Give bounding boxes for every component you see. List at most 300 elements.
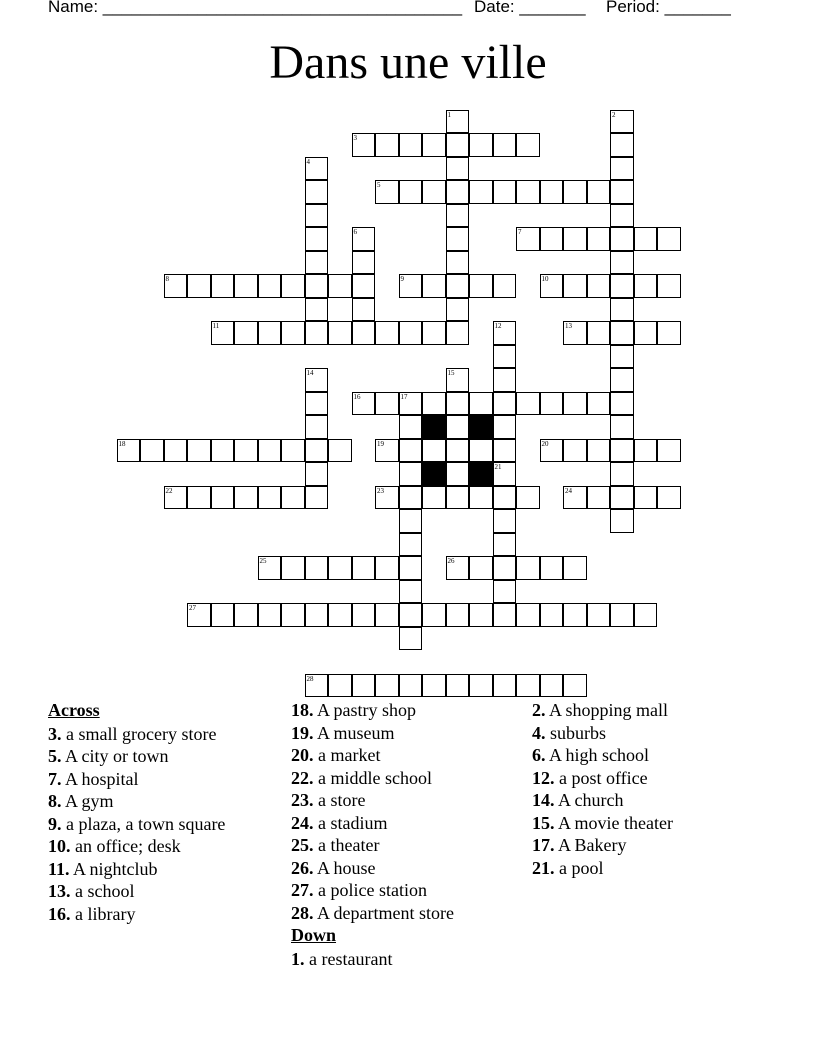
grid-number: 13 bbox=[565, 322, 572, 330]
clue-text: A pastry shop bbox=[317, 700, 417, 720]
grid-cell[interactable] bbox=[399, 321, 423, 345]
grid-cell[interactable] bbox=[446, 180, 470, 204]
grid-cell[interactable] bbox=[399, 133, 423, 157]
grid-cell[interactable] bbox=[587, 227, 611, 251]
clue-column-3 bbox=[532, 700, 762, 880]
clue-across-4 bbox=[48, 814, 278, 835]
grid-cell[interactable] bbox=[446, 462, 470, 486]
clue-text: A hospital bbox=[65, 768, 139, 789]
grid-cell[interactable] bbox=[328, 439, 352, 463]
grid-cell[interactable] bbox=[516, 556, 540, 580]
grid-cell[interactable] bbox=[587, 603, 611, 627]
grid-cell[interactable] bbox=[375, 674, 399, 698]
clue-number: 18. bbox=[291, 700, 314, 720]
grid-number: 14 bbox=[306, 369, 314, 377]
grid-cell[interactable] bbox=[234, 439, 258, 463]
clue-across-12 bbox=[291, 768, 521, 789]
grid-number: 16 bbox=[353, 392, 361, 401]
grid-number: 9 bbox=[400, 275, 404, 283]
grid-cell[interactable] bbox=[258, 274, 282, 298]
grid-cell[interactable] bbox=[446, 392, 470, 416]
clue-down-8 bbox=[532, 858, 762, 879]
clue-number: 14. bbox=[532, 790, 555, 810]
grid-number: 1 bbox=[447, 110, 451, 119]
grid-cell[interactable] bbox=[634, 321, 658, 345]
grid-cell[interactable] bbox=[610, 298, 634, 322]
clue-number: 3. bbox=[48, 723, 62, 744]
grid-cell[interactable] bbox=[540, 674, 564, 698]
grid-cell[interactable] bbox=[234, 486, 258, 510]
grid-cell[interactable] bbox=[610, 204, 634, 228]
grid-cell[interactable] bbox=[422, 180, 446, 204]
grid-cell[interactable] bbox=[375, 556, 399, 580]
clue-down-3 bbox=[532, 745, 762, 766]
clue-text: a school bbox=[75, 881, 135, 901]
clue-text: a middle school bbox=[318, 767, 432, 788]
black-square bbox=[422, 415, 446, 439]
grid-number: 10 bbox=[541, 275, 549, 283]
grid-cell[interactable] bbox=[375, 133, 399, 157]
grid-cell[interactable] bbox=[305, 251, 329, 275]
grid-cell[interactable] bbox=[352, 251, 376, 275]
grid-cell[interactable] bbox=[187, 274, 211, 298]
grid-cell[interactable] bbox=[305, 298, 329, 322]
clue-text: a post office bbox=[559, 767, 648, 788]
clue-across-16 bbox=[291, 858, 521, 879]
grid-cell[interactable] bbox=[352, 298, 376, 322]
grid-cell[interactable] bbox=[258, 486, 282, 510]
grid-cell[interactable] bbox=[493, 415, 517, 439]
grid-cell[interactable] bbox=[399, 509, 423, 533]
clue-text: a police station bbox=[318, 880, 427, 900]
grid-cell[interactable] bbox=[469, 392, 493, 416]
grid-cell[interactable] bbox=[469, 133, 493, 157]
grid-number: 19 bbox=[377, 439, 384, 448]
grid-cell[interactable] bbox=[446, 415, 470, 439]
clue-number: 27. bbox=[291, 880, 314, 900]
clue-across-1 bbox=[48, 746, 278, 767]
grid-cell[interactable] bbox=[422, 603, 446, 627]
grid-cell[interactable] bbox=[399, 486, 423, 510]
clue-text: A Bakery bbox=[558, 835, 627, 855]
grid-cell[interactable] bbox=[164, 439, 188, 463]
grid-cell[interactable] bbox=[328, 274, 352, 298]
grid-cell[interactable] bbox=[516, 180, 540, 204]
grid-cell[interactable] bbox=[634, 486, 658, 510]
clue-number: 16. bbox=[48, 903, 71, 924]
grid-cell[interactable] bbox=[516, 392, 540, 416]
grid-cell[interactable] bbox=[399, 180, 423, 204]
black-square bbox=[469, 462, 493, 486]
grid-cell[interactable] bbox=[422, 674, 446, 698]
grid-cell[interactable] bbox=[375, 392, 399, 416]
grid-cell[interactable] bbox=[587, 274, 611, 298]
clue-across-13 bbox=[291, 790, 521, 811]
grid-cell[interactable] bbox=[446, 133, 470, 157]
clue-across-17 bbox=[291, 880, 521, 901]
grid-number: 2 bbox=[612, 110, 616, 119]
clue-down-7 bbox=[532, 835, 762, 856]
grid-cell[interactable] bbox=[446, 227, 470, 251]
grid-cell[interactable] bbox=[469, 180, 493, 204]
grid-cell[interactable] bbox=[352, 674, 376, 698]
grid-cell[interactable] bbox=[305, 603, 329, 627]
clue-number: 26. bbox=[291, 857, 314, 878]
grid-number: 17 bbox=[400, 392, 408, 401]
grid-cell[interactable] bbox=[352, 556, 376, 580]
clue-text: a plaza, a town square bbox=[66, 813, 226, 834]
clue-across-0 bbox=[48, 724, 278, 745]
clue-number: 23. bbox=[291, 790, 314, 810]
clue-number: 22. bbox=[291, 767, 314, 788]
grid-cell[interactable] bbox=[493, 556, 517, 580]
clue-number: 2. bbox=[532, 700, 546, 720]
grid-cell[interactable] bbox=[540, 603, 564, 627]
grid-cell[interactable] bbox=[234, 321, 258, 345]
grid-number: 6 bbox=[353, 228, 357, 236]
grid-cell[interactable] bbox=[375, 321, 399, 345]
grid-cell[interactable] bbox=[563, 180, 587, 204]
grid-cell[interactable] bbox=[234, 274, 258, 298]
black-square bbox=[469, 415, 493, 439]
grid-cell[interactable] bbox=[258, 439, 282, 463]
clue-text: a stadium bbox=[318, 812, 388, 833]
grid-cell[interactable] bbox=[399, 674, 423, 698]
clue-across-10 bbox=[291, 723, 521, 744]
clue-text: A shopping mall bbox=[549, 700, 669, 720]
grid-cell[interactable] bbox=[328, 603, 352, 627]
grid-cell[interactable] bbox=[211, 486, 235, 510]
grid-cell[interactable] bbox=[493, 439, 517, 463]
grid-cell[interactable] bbox=[610, 368, 634, 392]
clue-number: 8. bbox=[48, 791, 62, 811]
clue-text: A church bbox=[558, 790, 624, 810]
clue-down-6 bbox=[532, 813, 762, 834]
grid-cell[interactable] bbox=[610, 180, 634, 204]
grid-number: 23 bbox=[377, 486, 384, 495]
grid-cell[interactable] bbox=[540, 392, 564, 416]
clue-number: 28. bbox=[291, 902, 314, 923]
clue-text: A city or town bbox=[65, 746, 169, 766]
black-square bbox=[422, 462, 446, 486]
clue-number: 13. bbox=[48, 881, 71, 901]
clue-column-2 bbox=[291, 700, 521, 971]
grid-number: 12 bbox=[494, 322, 502, 330]
grid-cell[interactable] bbox=[657, 486, 681, 510]
grid-cell[interactable] bbox=[399, 533, 423, 557]
clue-down-4 bbox=[532, 768, 762, 789]
clue-number: 12. bbox=[532, 767, 555, 788]
grid-cell[interactable] bbox=[610, 439, 634, 463]
grid-cell[interactable] bbox=[493, 345, 517, 369]
clue-text: a restaurant bbox=[309, 948, 393, 969]
grid-cell[interactable] bbox=[352, 321, 376, 345]
grid-cell[interactable] bbox=[540, 227, 564, 251]
grid-cell[interactable] bbox=[399, 556, 423, 580]
grid-cell[interactable] bbox=[352, 603, 376, 627]
clue-text: A high school bbox=[549, 745, 650, 765]
grid-cell[interactable] bbox=[422, 392, 446, 416]
clue-text: A movie theater bbox=[558, 812, 673, 833]
grid-cell[interactable] bbox=[516, 486, 540, 510]
grid-cell[interactable] bbox=[634, 227, 658, 251]
clue-number: 11. bbox=[48, 858, 70, 879]
grid-cell[interactable] bbox=[140, 439, 164, 463]
grid-cell[interactable] bbox=[469, 486, 493, 510]
grid-cell[interactable] bbox=[187, 439, 211, 463]
grid-cell[interactable] bbox=[493, 580, 517, 604]
grid-cell[interactable] bbox=[281, 486, 305, 510]
clue-down-5 bbox=[532, 790, 762, 811]
clue-down-0 bbox=[291, 949, 521, 970]
grid-cell[interactable] bbox=[211, 603, 235, 627]
clue-text: A museum bbox=[317, 722, 395, 743]
clue-number: 6. bbox=[532, 745, 546, 765]
grid-cell[interactable] bbox=[540, 556, 564, 580]
grid-cell[interactable] bbox=[493, 533, 517, 557]
grid-cell[interactable] bbox=[634, 603, 658, 627]
clue-across-11 bbox=[291, 745, 521, 766]
clue-text: A department store bbox=[317, 902, 454, 923]
grid-cell[interactable] bbox=[187, 486, 211, 510]
grid-cell[interactable] bbox=[305, 274, 329, 298]
grid-cell[interactable] bbox=[211, 439, 235, 463]
clue-text: a library bbox=[75, 903, 136, 924]
grid-cell[interactable] bbox=[587, 321, 611, 345]
grid-cell[interactable] bbox=[422, 486, 446, 510]
grid-cell[interactable] bbox=[305, 321, 329, 345]
grid-number: 3 bbox=[353, 134, 357, 142]
clue-text: suburbs bbox=[550, 722, 607, 743]
grid-number: 25 bbox=[259, 557, 267, 565]
clue-text: a pool bbox=[559, 857, 604, 878]
grid-cell[interactable] bbox=[610, 509, 634, 533]
grid-cell[interactable] bbox=[469, 439, 493, 463]
grid-cell[interactable] bbox=[610, 274, 634, 298]
grid-cell[interactable] bbox=[540, 180, 564, 204]
grid-cell[interactable] bbox=[657, 439, 681, 463]
grid-cell[interactable] bbox=[305, 462, 329, 486]
grid-cell[interactable] bbox=[469, 603, 493, 627]
grid-cell[interactable] bbox=[446, 298, 470, 322]
grid-cell[interactable] bbox=[493, 368, 517, 392]
clue-text: a store bbox=[318, 790, 366, 810]
grid-cell[interactable] bbox=[328, 674, 352, 698]
clue-text: A house bbox=[317, 857, 376, 878]
date-label[interactable]: Date: _______ bbox=[474, 0, 586, 16]
grid-cell[interactable] bbox=[305, 204, 329, 228]
grid-cell[interactable] bbox=[563, 556, 587, 580]
grid-cell[interactable] bbox=[305, 556, 329, 580]
grid-cell[interactable] bbox=[375, 603, 399, 627]
grid-cell[interactable] bbox=[610, 415, 634, 439]
grid-cell[interactable] bbox=[587, 180, 611, 204]
grid-cell[interactable] bbox=[587, 439, 611, 463]
grid-cell[interactable] bbox=[610, 462, 634, 486]
clue-text: a theater bbox=[318, 835, 380, 855]
grid-number: 7 bbox=[518, 228, 522, 236]
clue-text: A nightclub bbox=[73, 858, 158, 879]
grid-cell[interactable] bbox=[446, 251, 470, 275]
clue-across-15 bbox=[291, 835, 521, 856]
grid-cell[interactable] bbox=[493, 133, 517, 157]
grid-cell[interactable] bbox=[281, 321, 305, 345]
page-title: Dans une ville bbox=[269, 36, 547, 89]
grid-cell[interactable] bbox=[493, 486, 517, 510]
grid-number: 22 bbox=[165, 486, 173, 495]
clue-number: 10. bbox=[48, 836, 71, 856]
grid-cell[interactable] bbox=[610, 486, 634, 510]
grid-cell[interactable] bbox=[516, 603, 540, 627]
grid-number: 21 bbox=[494, 463, 502, 471]
grid-cell[interactable] bbox=[610, 345, 634, 369]
clue-text: an office; desk bbox=[75, 836, 181, 856]
clue-number: 15. bbox=[532, 812, 555, 833]
grid-cell[interactable] bbox=[469, 556, 493, 580]
grid-cell[interactable] bbox=[446, 439, 470, 463]
grid-cell[interactable] bbox=[399, 603, 423, 627]
grid-cell[interactable] bbox=[516, 674, 540, 698]
grid-cell[interactable] bbox=[563, 392, 587, 416]
grid-cell[interactable] bbox=[446, 204, 470, 228]
grid-cell[interactable] bbox=[493, 509, 517, 533]
grid-cell[interactable] bbox=[281, 439, 305, 463]
grid-number: 28 bbox=[306, 674, 314, 683]
grid-cell[interactable] bbox=[305, 392, 329, 416]
grid-cell[interactable] bbox=[281, 556, 305, 580]
grid-cell[interactable] bbox=[281, 274, 305, 298]
grid-cell[interactable] bbox=[422, 133, 446, 157]
grid-cell[interactable] bbox=[446, 603, 470, 627]
grid-cell[interactable] bbox=[469, 674, 493, 698]
clue-number: 19. bbox=[291, 722, 314, 743]
grid-cell[interactable] bbox=[610, 321, 634, 345]
clue-number: 4. bbox=[532, 722, 546, 743]
grid-cell[interactable] bbox=[305, 486, 329, 510]
clue-down-1 bbox=[532, 700, 762, 721]
grid-number: 26 bbox=[447, 557, 455, 565]
grid-cell[interactable] bbox=[493, 180, 517, 204]
grid-cell[interactable] bbox=[563, 227, 587, 251]
grid-cell[interactable] bbox=[610, 392, 634, 416]
grid-cell[interactable] bbox=[610, 251, 634, 275]
down-heading: Down bbox=[291, 925, 337, 945]
clue-number: 20. bbox=[291, 745, 314, 765]
clue-across-6 bbox=[48, 859, 278, 880]
clue-number: 24. bbox=[291, 812, 314, 833]
grid-cell[interactable] bbox=[422, 321, 446, 345]
grid-cell[interactable] bbox=[399, 627, 423, 651]
grid-cell[interactable] bbox=[258, 321, 282, 345]
grid-number: 5 bbox=[377, 181, 381, 189]
grid-cell[interactable] bbox=[657, 321, 681, 345]
grid-cell[interactable] bbox=[305, 415, 329, 439]
clue-number: 9. bbox=[48, 813, 62, 834]
grid-cell[interactable] bbox=[657, 274, 681, 298]
grid-cell[interactable] bbox=[422, 274, 446, 298]
grid-cell[interactable] bbox=[446, 157, 470, 181]
clue-number: 17. bbox=[532, 835, 555, 855]
grid-cell[interactable] bbox=[563, 274, 587, 298]
grid-cell[interactable] bbox=[399, 415, 423, 439]
across-heading: Across bbox=[48, 700, 100, 720]
grid-number: 18 bbox=[118, 439, 126, 448]
grid-cell[interactable] bbox=[422, 439, 446, 463]
grid-cell[interactable] bbox=[587, 392, 611, 416]
grid-number: 27 bbox=[189, 604, 196, 612]
clue-number: 25. bbox=[291, 835, 314, 855]
grid-number: 11 bbox=[212, 322, 220, 330]
clue-across-2 bbox=[48, 769, 278, 790]
clue-down-2 bbox=[532, 723, 762, 744]
grid-cell[interactable] bbox=[563, 603, 587, 627]
clue-across-8 bbox=[48, 904, 278, 925]
clue-text: a market bbox=[318, 745, 381, 765]
clue-text: A gym bbox=[65, 791, 114, 811]
grid-cell[interactable] bbox=[399, 462, 423, 486]
grid-cell[interactable] bbox=[258, 603, 282, 627]
grid-cell[interactable] bbox=[587, 486, 611, 510]
grid-cell[interactable] bbox=[399, 439, 423, 463]
grid-cell[interactable] bbox=[446, 674, 470, 698]
grid-cell[interactable] bbox=[446, 321, 470, 345]
grid-cell[interactable] bbox=[516, 133, 540, 157]
grid-cell[interactable] bbox=[305, 180, 329, 204]
clue-number: 21. bbox=[532, 857, 555, 878]
grid-cell[interactable] bbox=[493, 603, 517, 627]
grid-cell[interactable] bbox=[493, 392, 517, 416]
grid-cell[interactable] bbox=[305, 227, 329, 251]
grid-number: 20 bbox=[541, 439, 549, 448]
grid-cell[interactable] bbox=[305, 439, 329, 463]
grid-cell[interactable] bbox=[493, 274, 517, 298]
grid-cell[interactable] bbox=[281, 603, 305, 627]
grid-cell[interactable] bbox=[610, 157, 634, 181]
clue-number: 1. bbox=[291, 948, 305, 969]
grid-cell[interactable] bbox=[610, 227, 634, 251]
grid-cell[interactable] bbox=[563, 439, 587, 463]
grid-cell[interactable] bbox=[657, 227, 681, 251]
grid-cell[interactable] bbox=[610, 133, 634, 157]
clue-across-5 bbox=[48, 836, 278, 857]
grid-number: 8 bbox=[165, 275, 169, 283]
grid-cell[interactable] bbox=[399, 580, 423, 604]
clue-number: 5. bbox=[48, 746, 62, 766]
clue-across-7 bbox=[48, 881, 278, 902]
grid-cell[interactable] bbox=[634, 439, 658, 463]
grid-number: 24 bbox=[565, 486, 572, 495]
clue-column-1 bbox=[48, 700, 278, 926]
grid-cell[interactable] bbox=[328, 321, 352, 345]
clue-across-14 bbox=[291, 813, 521, 834]
grid-cell[interactable] bbox=[493, 674, 517, 698]
grid-cell[interactable] bbox=[328, 556, 352, 580]
grid-cell[interactable] bbox=[352, 274, 376, 298]
grid-cell[interactable] bbox=[563, 674, 587, 698]
grid-cell[interactable] bbox=[234, 603, 258, 627]
name-label[interactable]: Name: ______________________________________ bbox=[48, 0, 463, 16]
period-label[interactable]: Period: _______ bbox=[606, 0, 731, 16]
clue-across-18 bbox=[291, 903, 521, 924]
clue-across-3 bbox=[48, 791, 278, 812]
clue-text: a small grocery store bbox=[66, 723, 217, 744]
grid-cell[interactable] bbox=[211, 274, 235, 298]
grid-cell[interactable] bbox=[610, 603, 634, 627]
grid-cell[interactable] bbox=[469, 274, 493, 298]
grid-cell[interactable] bbox=[446, 274, 470, 298]
grid-cell[interactable] bbox=[446, 486, 470, 510]
grid-cell[interactable] bbox=[634, 274, 658, 298]
